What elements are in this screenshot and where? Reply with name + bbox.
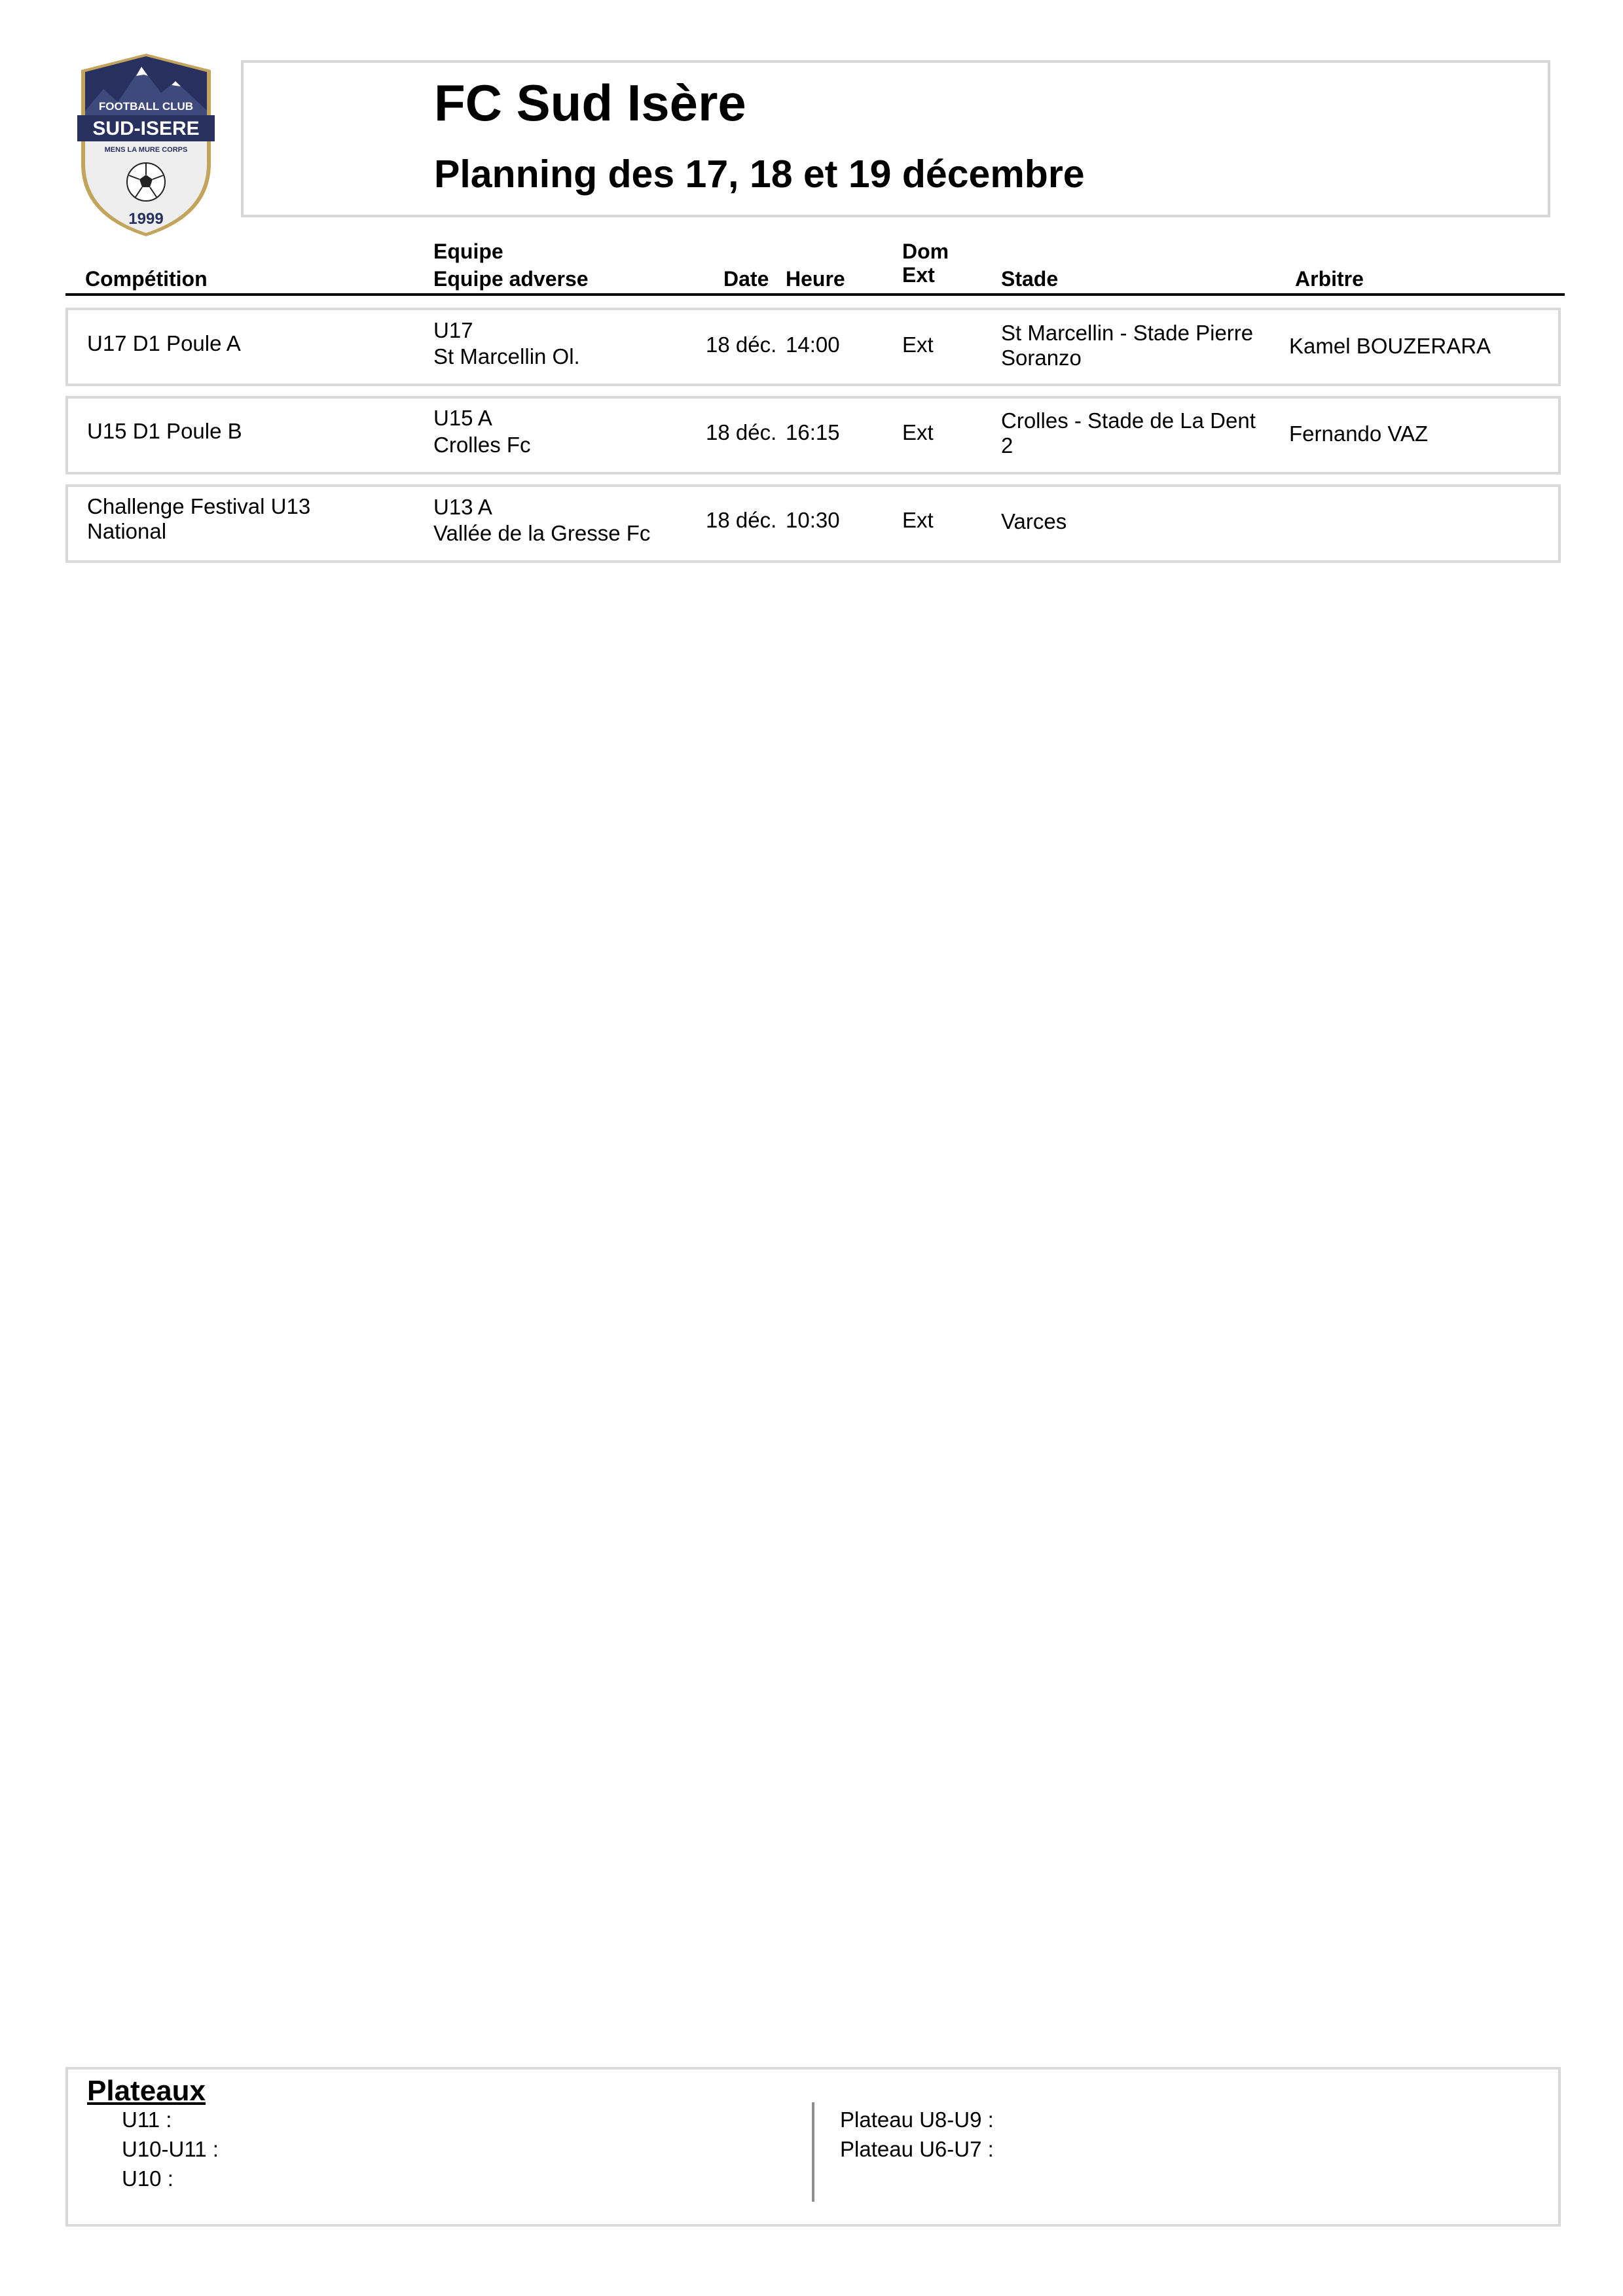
col-header-stade: Stade	[1001, 267, 1059, 291]
col-header-dom: Dom	[902, 240, 949, 263]
plateaux-divider	[812, 2102, 814, 2202]
plateau-item: Plateau U6-U7 :	[840, 2137, 994, 2161]
stadium-cell-line1: St Marcellin - Stade Pierre	[1001, 321, 1254, 345]
plateau-item: U11 :	[122, 2108, 172, 2132]
competition-cell: U15 D1 Poule B	[87, 419, 242, 443]
col-header-arbitre: Arbitre	[1295, 267, 1364, 291]
referee-cell: Fernando VAZ	[1289, 422, 1429, 446]
competition-cell-line2: National	[87, 519, 167, 543]
club-logo	[77, 52, 215, 237]
col-header-equipe: Equipe	[433, 240, 503, 263]
team-cell: U17	[433, 318, 473, 342]
header-rule	[65, 293, 1565, 296]
time-cell: 16:15	[786, 420, 840, 444]
date-cell: 18 déc.	[706, 332, 777, 357]
team-cell: U15 A	[433, 406, 492, 430]
date-cell: 18 déc.	[706, 420, 777, 444]
stadium-cell-line2: Soranzo	[1001, 346, 1082, 370]
col-header-competition: Compétition	[85, 267, 208, 291]
referee-cell: Kamel BOUZERARA	[1289, 334, 1491, 358]
stadium-cell-line1: Crolles - Stade de La Dent	[1001, 408, 1256, 433]
opponent-cell: Crolles Fc	[433, 433, 531, 457]
soccer-ball-icon	[127, 163, 165, 201]
col-header-equipe-adverse: Equipe adverse	[433, 267, 589, 291]
team-cell: U13 A	[433, 495, 492, 519]
logo-text-sub: MENS LA MURE CORPS	[104, 146, 188, 154]
competition-cell-line1: Challenge Festival U13	[87, 494, 311, 518]
page-title: FC Sud Isère	[434, 74, 746, 132]
page-subtitle: Planning des 17, 18 et 19 décembre	[434, 152, 1085, 196]
col-header-ext: Ext	[902, 263, 935, 287]
stadium-cell-line1: Varces	[1001, 509, 1067, 533]
col-header-heure: Heure	[786, 267, 845, 291]
opponent-cell: Vallée de la Gresse Fc	[433, 521, 651, 545]
plateau-item: U10-U11 :	[122, 2137, 219, 2161]
dom-ext-cell: Ext	[902, 332, 934, 357]
logo-text-top: FOOTBALL CLUB	[98, 100, 194, 113]
col-header-date: Date	[723, 267, 769, 291]
plateau-item: Plateau U8-U9 :	[840, 2108, 994, 2132]
plateaux-title: Plateaux	[87, 2075, 206, 2107]
plateau-item: U10 :	[122, 2166, 173, 2191]
time-cell: 14:00	[786, 332, 840, 357]
opponent-cell: St Marcellin Ol.	[433, 344, 580, 368]
dom-ext-cell: Ext	[902, 420, 934, 444]
logo-year: 1999	[128, 210, 164, 228]
dom-ext-cell: Ext	[902, 508, 934, 532]
stadium-cell-line2: 2	[1001, 433, 1013, 457]
date-cell: 18 déc.	[706, 508, 777, 532]
logo-text-main: SUD-ISERE	[92, 118, 200, 139]
competition-cell: U17 D1 Poule A	[87, 331, 241, 355]
time-cell: 10:30	[786, 508, 840, 532]
